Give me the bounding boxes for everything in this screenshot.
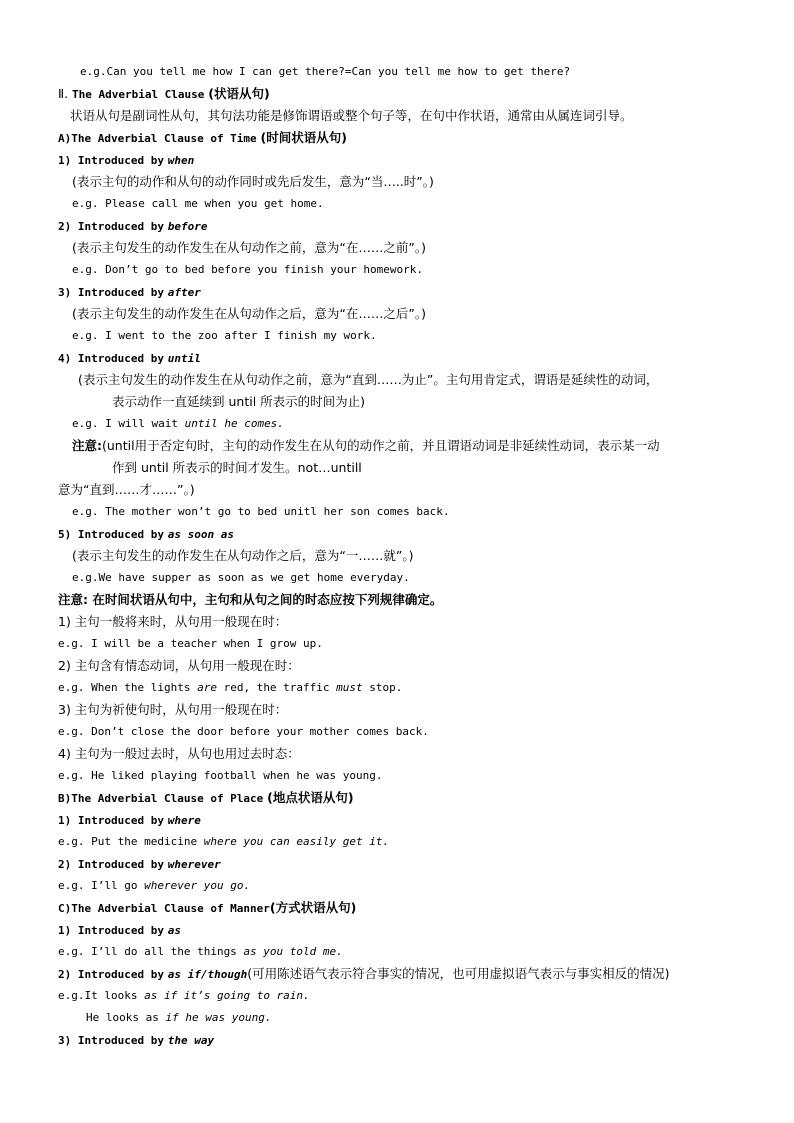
example-line: e.g. I’ll do all the things as you told me. bbox=[58, 945, 343, 958]
example-line: e.g. Don’t close the door before your mother comes back. bbox=[58, 725, 429, 738]
item-heading: 2) Introduced by wherever bbox=[58, 858, 221, 871]
warning-note: 作到 until 所表示的时间才发生。not…untill bbox=[112, 460, 362, 475]
example-line: e.g. Put the medicine where you can easily get it. bbox=[58, 835, 390, 848]
intro-paragraph: 状语从句是副词性从句，其句法功能是修饰谓语或整个句子等，在句中作状语，通常由从属连词引导。 bbox=[70, 108, 633, 123]
example-line: e.g. The mother won’t go to bed unitl her son comes back. bbox=[72, 505, 450, 518]
tense-rule: 2) 主句含有情态动词，从句用一般现在时： bbox=[58, 658, 300, 673]
item-note: (表示主句发生的动作发生在从句动作之后，意为“在……之后”。) bbox=[72, 306, 426, 321]
item-note: (表示主句发生的动作发生在从句动作之后，意为“一……就”。) bbox=[72, 548, 414, 563]
item-note: (表示主句发生的动作发生在从句动作之前，意为“在……之前”。) bbox=[72, 240, 426, 255]
example-line: e.g. When the lights are red, the traffic must stop. bbox=[58, 681, 403, 694]
item-heading: 1) Introduced by where bbox=[58, 814, 201, 827]
tense-rule: 4) 主句为一般过去时，从句也用过去时态： bbox=[58, 746, 300, 761]
example-line: e.g.It looks as if it’s going to rain. bbox=[58, 989, 310, 1002]
item-heading: 4) Introduced by until bbox=[58, 352, 201, 365]
example-line: e.g. He liked playing football when he was young. bbox=[58, 769, 383, 782]
item-note: (表示主句的动作和从句的动作同时或先后发生，意为“当…..时”。) bbox=[72, 174, 434, 189]
example-line: e.g.We have supper as soon as we get home everyday. bbox=[72, 571, 410, 584]
subsection-heading-manner: C)The Adverbial Clause of Manner(方式状语从句) bbox=[58, 900, 357, 915]
example-line: e.g. Please call me when you get home. bbox=[72, 197, 324, 210]
item-heading: 2) Introduced by as if/though(可用陈述语气表示符合事实的情况，也可用虚拟语气表示与事实相反的情况) bbox=[58, 966, 670, 981]
example-line: e.g. I’ll go wherever you go. bbox=[58, 879, 251, 892]
tense-rule: 1) 主句一般将来时，从句用一般现在时： bbox=[58, 614, 288, 629]
example-line: e.g.Can you tell me how I can get there?=Can you tell me how to get there? bbox=[80, 65, 571, 78]
example-line: e.g. Don’t go to bed before you finish your homework. bbox=[72, 263, 423, 276]
example-line: He looks as if he was young. bbox=[86, 1011, 272, 1024]
item-heading: 1) Introduced by as bbox=[58, 924, 182, 937]
item-heading: 3) Introduced by the way bbox=[58, 1034, 215, 1047]
section-heading: Ⅱ. The Adverbial Clause (状语从句) bbox=[58, 86, 270, 101]
item-note: 表示动作一直延续到 until 所表示的时间为止) bbox=[112, 394, 366, 409]
subsection-heading-time: A)The Adverbial Clause of Time (时间状语从句) bbox=[58, 130, 347, 145]
item-heading: 2) Introduced by before bbox=[58, 220, 208, 233]
warning-note: 意为“直到……才……”。) bbox=[58, 482, 195, 497]
tense-rule-title: 注意: 在时间状语从句中，主句和从句之间的时态应按下列规律确定。 bbox=[58, 592, 443, 607]
example-line: e.g. I will wait until he comes. bbox=[72, 417, 284, 430]
item-heading: 1) Introduced by when bbox=[58, 154, 195, 167]
item-note: (表示主句发生的动作发生在从句动作之前，意为“直到……为止”。主句用肯定式，谓语是延续性的动词， bbox=[78, 372, 659, 387]
subsection-heading-place: B)The Adverbial Clause of Place (地点状语从句) bbox=[58, 790, 354, 805]
example-line: e.g. I went to the zoo after I finish my work. bbox=[72, 329, 377, 342]
warning-note: 注意:(until用于否定句时，主句的动作发生在从句的动作之前，并且谓语动词是非延续性动词，表示某一动 bbox=[72, 438, 660, 453]
item-heading: 5) Introduced by as soon as bbox=[58, 528, 235, 541]
example-line: e.g. I will be a teacher when I grow up. bbox=[58, 637, 323, 650]
tense-rule: 3) 主句为祈使句时，从句用一般现在时： bbox=[58, 702, 288, 717]
item-heading: 3) Introduced by after bbox=[58, 286, 201, 299]
